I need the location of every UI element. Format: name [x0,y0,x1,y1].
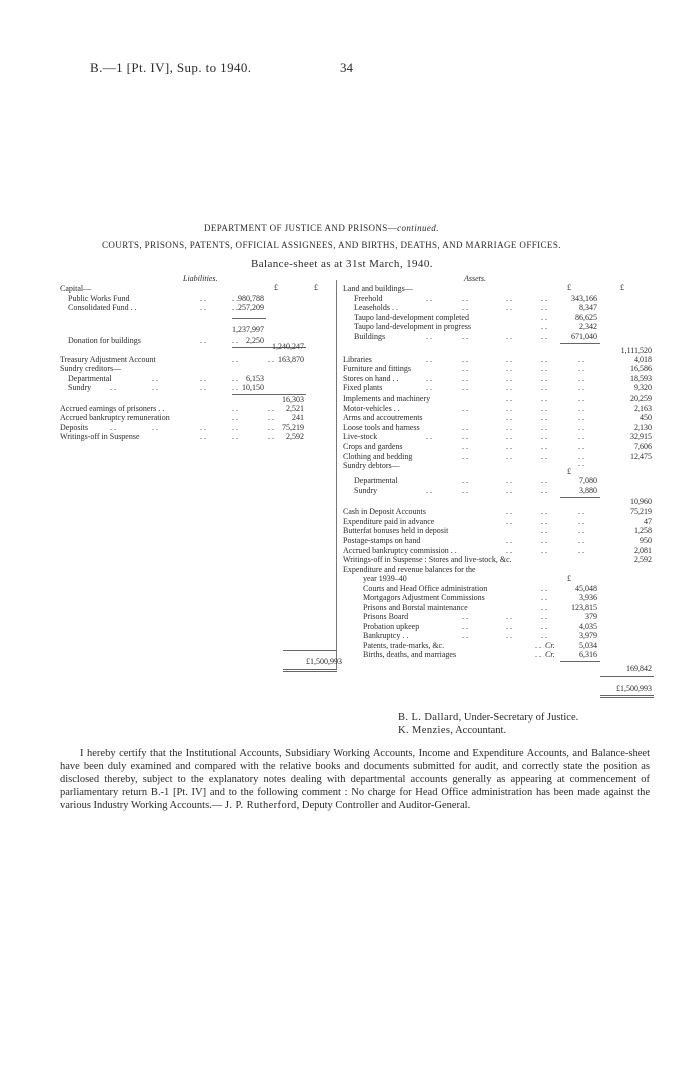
motor-vehicles-label: Motor-vehicles . . [343,404,400,413]
loose-tools-label: Loose tools and harness [343,423,420,432]
live-stock-value: 32,915 [630,432,652,441]
sundry-debtors-sundry-label: Sundry [354,486,378,495]
deposits-value: 75,219 [282,423,304,432]
consolidated-fund-label: Consolidated Fund . . [68,303,137,312]
live-stock-label: Live-stock [343,432,378,441]
furniture-label: Furniture and fittings [343,364,411,373]
public-works-fund-label: Public Works Fund [68,294,130,303]
stores-value: 18,593 [630,374,652,383]
consolidated-fund-value: 257,209 [238,303,264,312]
writings-off-value: 2,592 [286,432,304,441]
clothing-label: Clothing and bedding [343,452,413,461]
writings-off-label: Writings-off in Suspense [60,432,140,441]
sundry-creditors-label: Sundry creditors— [60,364,122,373]
prisons-board-value: 379 [585,612,597,621]
arms-value: 450 [640,413,652,422]
assets-heading: Assets. [464,274,486,283]
butterfat-value: 1,258 [634,526,652,535]
leaseholds-label: Leaseholds . . [354,303,398,312]
year-label: year 1939–40 [363,574,407,583]
departmental-creditors-value: 6,153 [246,374,264,383]
balance-sheet-title: Balance-sheet as at 31st March, 1940. [251,258,433,270]
prisons-value: 123,815 [571,603,597,612]
bankruptcy-value: 3,979 [579,631,597,640]
births-value: 6,316 [579,650,597,659]
butterfat-label: Butterfat bonuses held in deposit [343,526,449,535]
assets-currency-1: £ [567,283,571,292]
crops-label: Crops and gardens [343,442,403,451]
page-number: 34 [340,60,353,75]
freehold-value: 343,166 [571,294,597,303]
expenditure-total: 169,842 [626,664,652,673]
implements-label: Implements and machinery [343,394,431,403]
year-currency: £ [567,574,571,583]
departmental-creditors-label: Departmental [68,374,112,383]
column-divider [336,280,337,670]
fixed-plants-value: 9,320 [634,383,652,392]
births-credit: Cr. [545,650,555,659]
liab-currency-2: £ [314,283,318,292]
capital-subtotal: 1,237,997 [232,325,264,334]
prisons-board-label: Prisons Board [363,612,409,621]
patents-credit: Cr. [545,641,555,650]
mortgagors-value: 3,936 [579,593,597,602]
probation-label: Probation upkeep [363,622,420,631]
signature-accountant: K. Menzies, Accountant. [398,725,507,736]
liabilities-grand-total: £1,500,993 [306,657,342,666]
taupo-in-progress-value: 2,342 [579,322,597,331]
public-works-fund-value: 980,788 [238,294,264,303]
treasury-value: 163,870 [278,355,304,364]
libraries-value: 4,018 [634,355,652,364]
cash-value: 75,219 [630,507,652,516]
subtitle: COURTS, PRISONS, PATENTS, OFFICIAL ASSIGNEES, AND BIRTHS, DEATHS, AND MARRIAGE OFFICES. [102,240,561,250]
debtors-total: 10,960 [630,497,652,506]
accrued-bankruptcy-label: Accrued bankruptcy remuneration [60,413,170,422]
furniture-value: 16,586 [630,364,652,373]
courts-label: Courts and Head Office administration [363,584,488,593]
assets-currency-2: £ [620,283,624,292]
creditors-total: 16,303 [282,395,304,404]
donation-label: Donation for buildings [68,336,141,345]
taupo-completed-value: 86,625 [575,313,597,322]
audit-certificate: I hereby certify that the Institutional Accounts, Subsidiary Working Accounts, Income and Expenditure Accounts, and Balance-sheet have been duly examined and compared with the relative books and documents submitted for audit, and correctly state the position as disclosed thereby, subject to the explanatory notes dealing with departmental accounts generally as appearing at commencement of parliamentary return B.-1 [Pt. IV] and to the following comment : No charge for Head Office administration has been made against the various Industry Working Accounts.— J. P. Rutherford, Deputy Controller and Auditor-General. [60,748,650,811]
accrued-earnings-value: 2,521 [286,404,304,413]
capital-total: 1,240,247 [272,342,304,351]
sundry-creditors-sundry-label: Sundry [68,383,92,392]
loose-tools-value: 2,130 [634,423,652,432]
cash-label: Cash in Deposit Accounts [343,507,426,516]
postage-label: Postage-stamps on hand [343,536,421,545]
assets-grand-total: £1,500,993 [616,684,652,693]
patents-label: Patents, trade-marks, &c. [363,641,445,650]
leaseholds-value: 8,347 [579,303,597,312]
deposits-label: Deposits [60,423,88,432]
arms-label: Arms and accoutrements [343,413,423,422]
treasury-label: Treasury Adjustment Account [60,355,156,364]
sundry-creditors-sundry-value: 10,150 [242,383,264,392]
liabilities-heading: Liabilities. [183,274,218,283]
departmental-debtors-value: 7,080 [579,476,597,485]
buildings-label: Buildings [354,332,386,341]
courts-value: 45,048 [575,584,597,593]
sundry-debtors-sundry-value: 3,880 [579,486,597,495]
accrued-earnings-label: Accrued earnings of prisoners . . [60,404,165,413]
bankruptcy-label: Bankruptcy . . [363,631,409,640]
writings-off-suspense-label: Writings-off in Suspense : Stores and live-stock, &c. [343,555,512,564]
mortgagors-label: Mortgagors Adjustment Commissions [363,593,485,602]
expenditure-advance-value: 47 [644,517,652,526]
sundry-debtors-label: Sundry debtors— [343,461,400,470]
buildings-value: 671,040 [571,332,597,341]
department-title: DEPARTMENT OF JUSTICE AND PRISONS—continued. [204,223,439,233]
probation-value: 4,035 [579,622,597,631]
motor-vehicles-value: 2,163 [634,404,652,413]
page-header-ref: B.—1 [Pt. IV], Sup. to 1940. [90,60,252,75]
stores-label: Stores on hand . . [343,374,399,383]
liab-currency-1: £ [274,283,278,292]
births-label: Births, deaths, and marriages [363,650,457,659]
capital-label: Capital— [60,284,92,293]
accrued-commission-label: Accrued bankruptcy commission . . [343,546,457,555]
libraries-label: Libraries [343,355,372,364]
departmental-debtors-label: Departmental [354,476,398,485]
signature-under-secretary: B. L. Dallard, Under-Secretary of Justice. [398,712,579,723]
taupo-completed-label: Taupo land-development completed [354,313,469,322]
land-buildings-label: Land and buildings— [343,284,413,293]
accrued-bankruptcy-value: 241 [292,413,304,422]
patents-value: 5,034 [579,641,597,650]
freehold-label: Freehold [354,294,383,303]
donation-value: 2,250 [246,336,264,345]
clothing-value: 12,475 [630,452,652,461]
writings-off-suspense-value: 2,592 [634,555,652,564]
fixed-plants-label: Fixed plants [343,383,383,392]
expenditure-revenue-label: Expenditure and revenue balances for the [343,565,476,574]
taupo-in-progress-label: Taupo land-development in progress [354,322,471,331]
prisons-label: Prisons and Borstal maintenance [363,603,468,612]
implements-value: 20,259 [630,394,652,403]
expenditure-advance-label: Expenditure paid in advance [343,517,435,526]
postage-value: 950 [640,536,652,545]
sundry-debtors-currency: £ [567,467,571,476]
crops-value: 7,606 [634,442,652,451]
accrued-commission-value: 2,081 [634,546,652,555]
land-buildings-total: 1,111,520 [620,346,652,355]
